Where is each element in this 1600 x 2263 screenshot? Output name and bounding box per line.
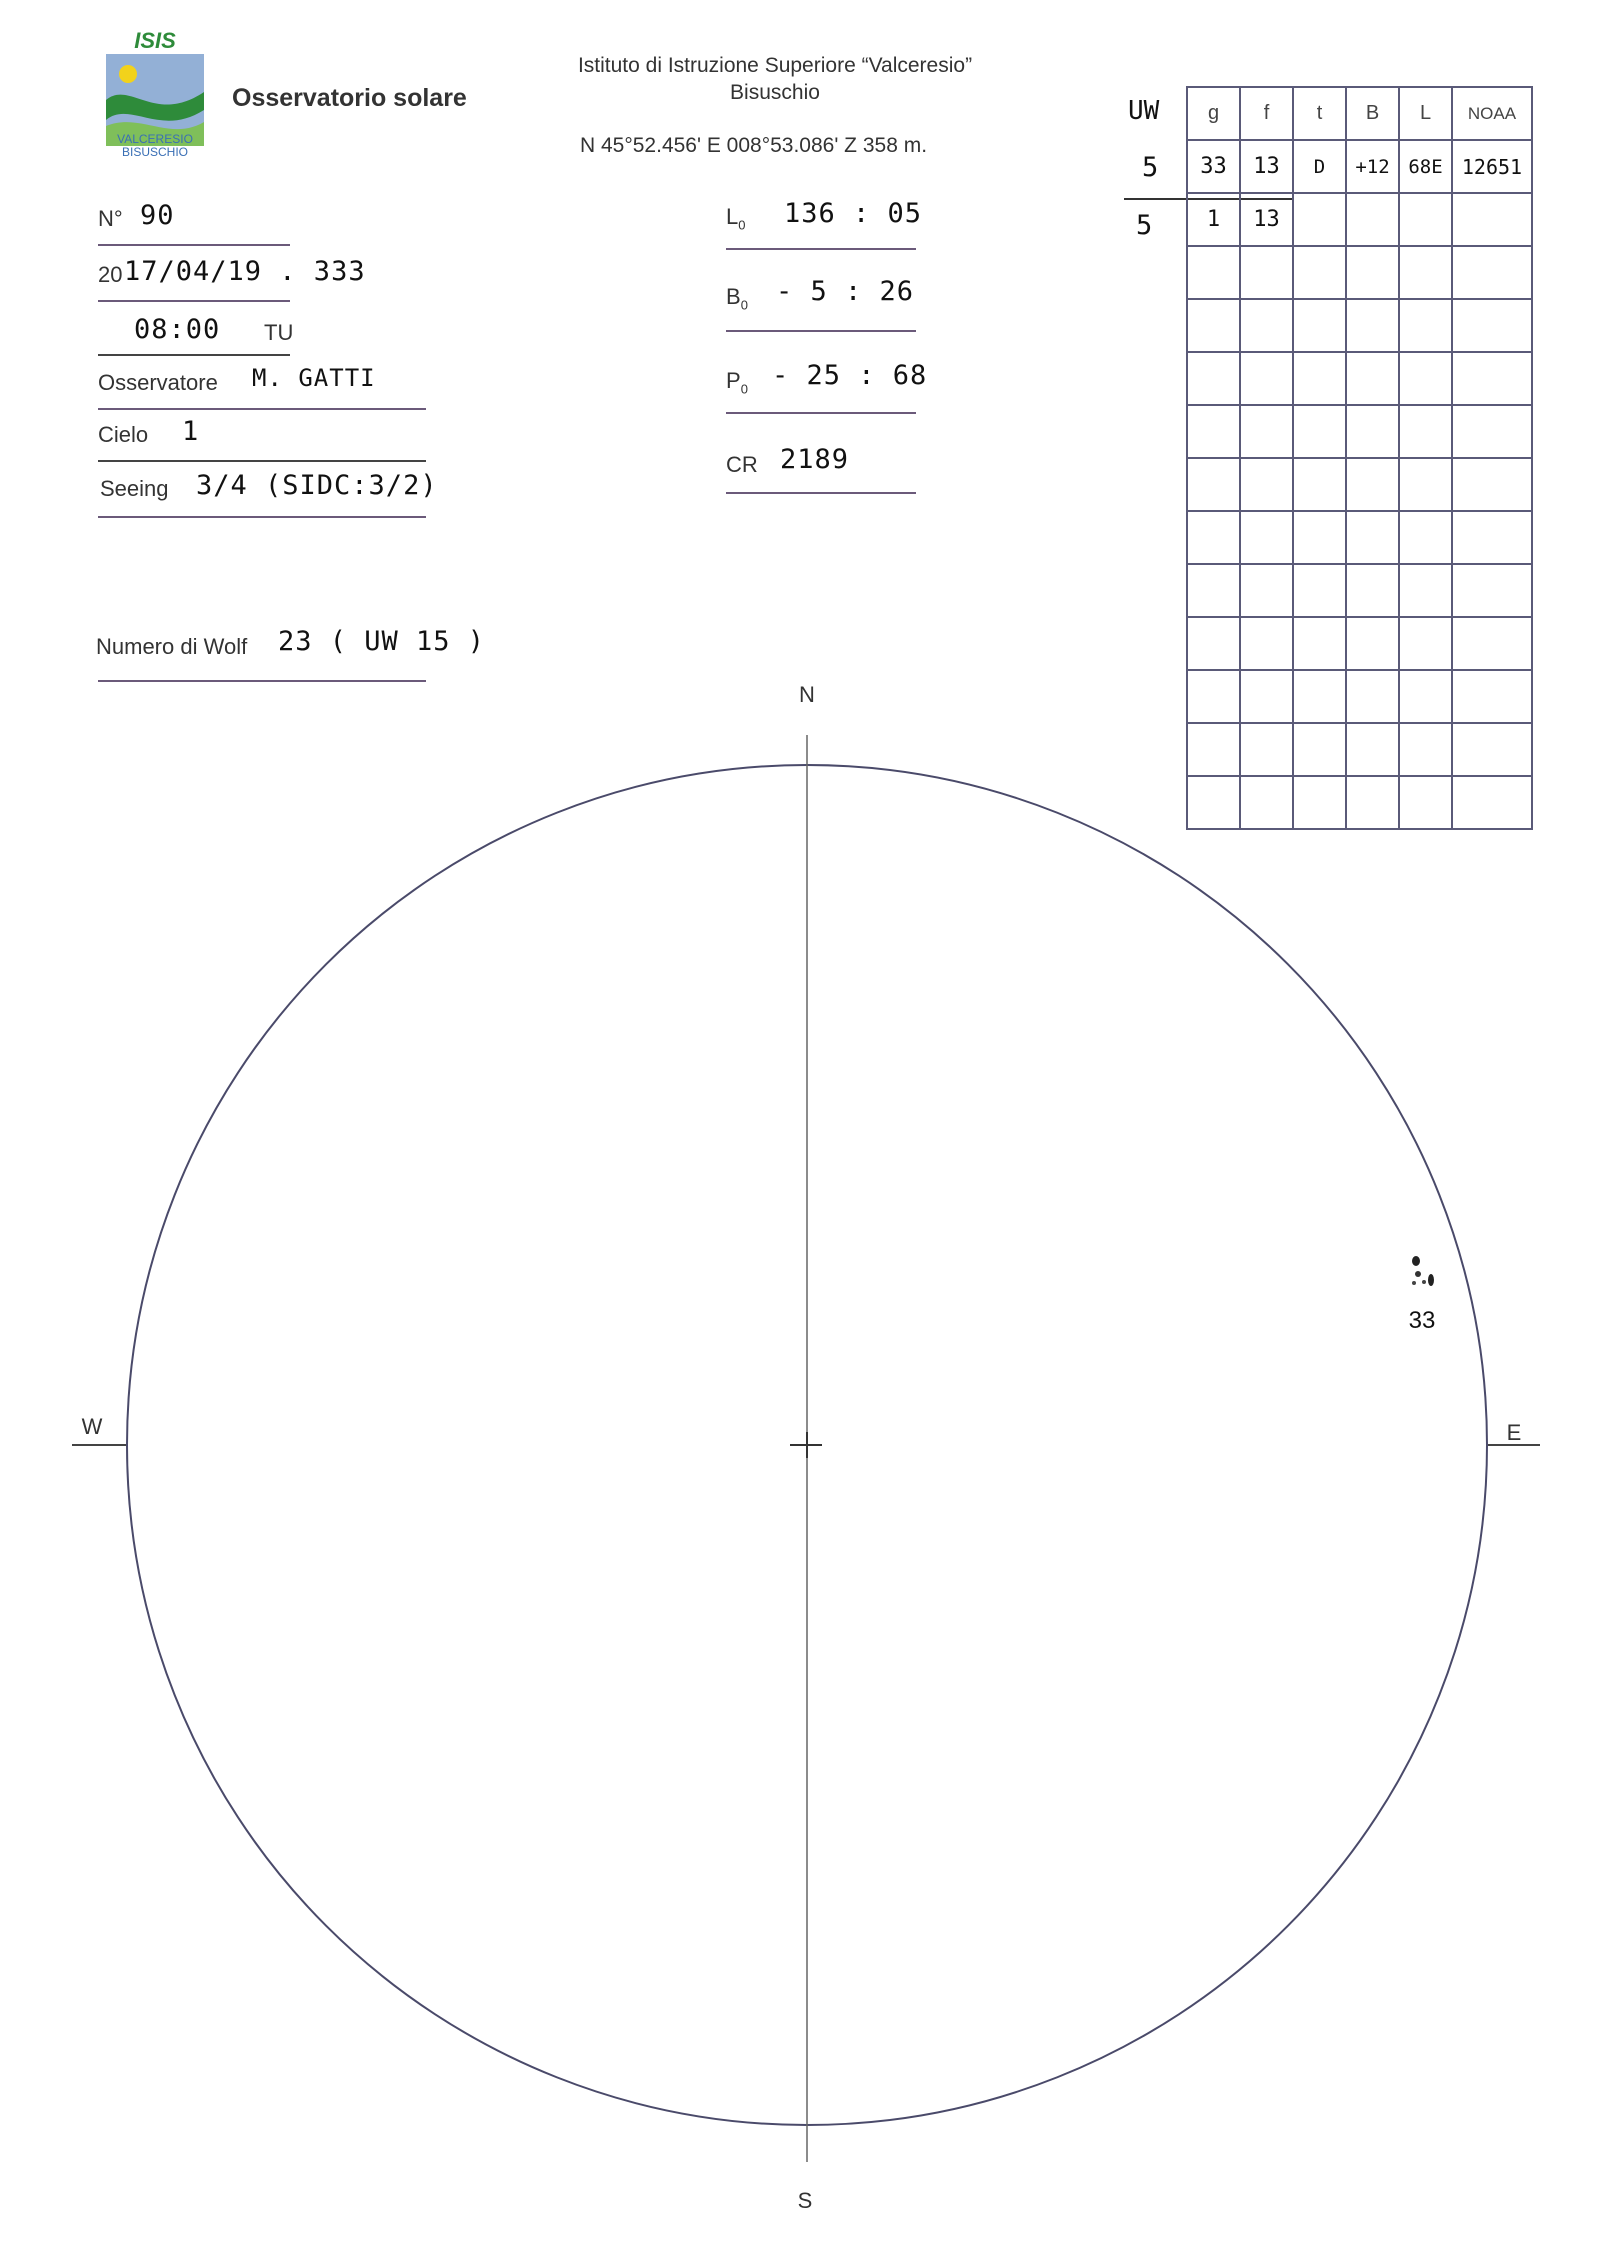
observer-label: Osservatore [98, 370, 218, 395]
site-coordinates: N 45°52.456' E 008°53.086' Z 358 m. [580, 134, 928, 157]
table-col-noaa: NOAA [1452, 87, 1532, 140]
sky-label: Cielo [98, 422, 149, 447]
b0-label: $B_0$ [726, 284, 748, 313]
sunspot-group-label: 33 [1408, 1307, 1436, 1334]
table-col-b: B [1346, 87, 1399, 140]
sunspot [1428, 1274, 1434, 1286]
table-col-t: t [1293, 87, 1346, 140]
north-label: N [799, 682, 815, 707]
table-cell: 1 [1187, 193, 1240, 246]
logo-caption-line2: BISUSCHIO [121, 145, 188, 159]
sunspot-group-33 [1412, 1256, 1434, 1286]
table-row-2-uw: 5 [1136, 210, 1154, 241]
east-label: E [1506, 1420, 1522, 1445]
number-label: N° [98, 206, 123, 231]
observatory-title: Osservatorio solare [232, 84, 467, 112]
sunspot [1415, 1271, 1421, 1277]
table-cell: 68E [1399, 140, 1452, 193]
table-cell: 13 [1240, 193, 1293, 246]
table-cell: 33 [1187, 140, 1240, 193]
south-label: S [797, 2188, 813, 2213]
cr-value: 2189 [780, 444, 850, 475]
l0-value: 136 : 05 [784, 198, 923, 229]
cr-label: CR [726, 452, 758, 477]
date-value: 17/04/19 . 333 [124, 256, 366, 287]
sunspot [1412, 1281, 1416, 1285]
table-row-1-uw: 5 [1142, 152, 1160, 183]
table-col-g: g [1187, 87, 1240, 140]
l0-label: $L_0$ [726, 204, 746, 233]
p0-value: - 25 : 68 [772, 360, 928, 391]
logo-lettering: ISIS [134, 30, 176, 53]
time-unit: TU [264, 320, 294, 345]
table-cell: 12651 [1452, 140, 1532, 193]
wolf-label: Numero di Wolf [96, 634, 248, 659]
seeing-label: Seeing [100, 476, 169, 501]
number-value: 90 [140, 200, 175, 231]
west-label: W [81, 1414, 103, 1439]
sunspot [1412, 1256, 1420, 1266]
table-cell: 13 [1240, 140, 1293, 193]
seeing-value: 3/4 (SIDC:3/2) [196, 470, 438, 501]
institute-town: Bisuschio [730, 81, 820, 104]
wolf-value: 23 ( UW 15 ) [278, 626, 486, 657]
time-value: 08:00 [134, 314, 221, 345]
sky-value: 1 [182, 416, 200, 447]
table-uw-header: UW [1128, 96, 1160, 126]
observer-value: M. GATTI [252, 364, 376, 392]
p0-label: $P_0$ [726, 368, 748, 397]
logo-caption-line1: VALCERESIO [117, 132, 193, 146]
b0-value: - 5 : 26 [776, 276, 915, 307]
date-prefix: 20 [98, 262, 123, 287]
table-cell: +12 [1346, 140, 1399, 193]
sunspot [1422, 1280, 1426, 1284]
table-col-f: f [1240, 87, 1293, 140]
institute-name: Istituto di Istruzione Superiore “Valceresio” [577, 54, 973, 77]
table-col-l: L [1399, 87, 1452, 140]
table-cell: D [1293, 140, 1346, 193]
